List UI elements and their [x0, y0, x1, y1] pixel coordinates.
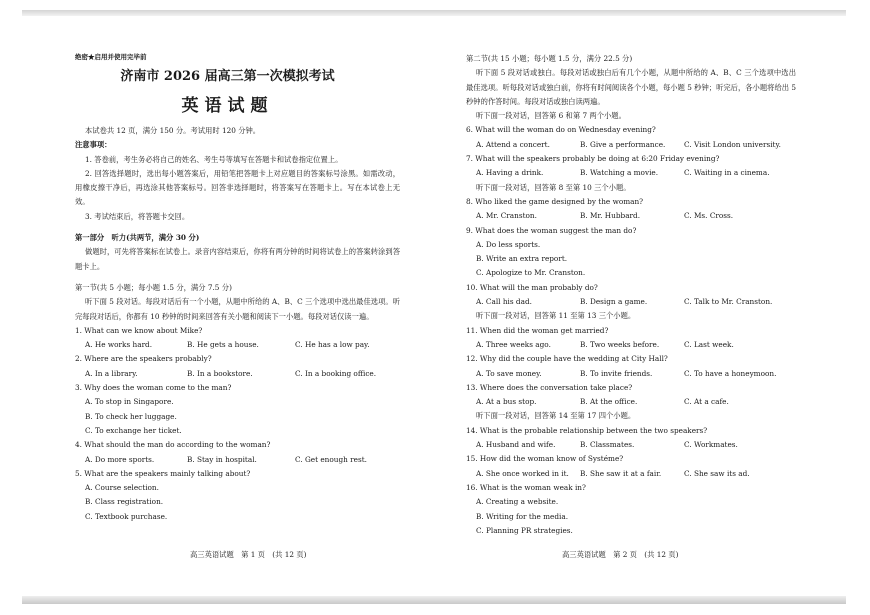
option-c: C. Apologize to Mr. Cranston. [476, 268, 586, 278]
exam-title: 济南市 2026 届高三第一次模拟考试 [120, 69, 335, 84]
scan-top-edge [22, 10, 846, 16]
notice-heading: 注意事项： [75, 140, 112, 150]
section1-instructions: 听下面 5 段对话。每段对话后有一个小题，从题中所给的 A、B、C 三个选项中选出最佳选项。听完每段对话后，你都有 10 秒钟的时间来回答有关小题和阅读下一小题。每段对话仅读一遍。 [75, 297, 400, 321]
option-b: B. Two weeks before. [580, 339, 660, 349]
question-15: 15. How did the woman know of Systéme? [466, 454, 624, 464]
option-a: A. In a library. [85, 368, 138, 378]
option-a: A. Attend a concert. [476, 139, 550, 149]
option-a: A. Mr. Cranston. [476, 211, 537, 221]
option-b: B. Design a game. [580, 297, 648, 307]
option-b: B. Mr. Hubbard. [580, 211, 641, 221]
notice-item-2: 2. 回答选择题时，选出每小题答案后，用铅笔把答题卡上对应题目的答案标号涂黑。如需改动，用橡皮擦干净后，再选涂其他答案标号。回答非选择题时，将答案写在答题卡上。写在本试卷上无效。 [75, 168, 400, 207]
option-c: C. She saw its ad. [684, 468, 750, 478]
notice-item-3: 3. 考试结束后，将答题卡交回。 [85, 211, 190, 221]
question-12-options [466, 367, 796, 381]
question-4: 4. What should the man do according to the woman? [75, 440, 271, 450]
question-2-options [75, 367, 400, 381]
option-c: C. Last week. [684, 339, 734, 349]
option-c: C. Get enough rest. [295, 454, 367, 464]
option-c: C. He has a low pay. [295, 340, 370, 350]
confidential-mark: 绝密★启用并使用完毕前 [75, 53, 147, 61]
question-1: 1. What can we know about Mike? [75, 325, 203, 335]
option-c: C. To have a honeymoon. [684, 368, 777, 378]
subject-title: 英语试题 [181, 96, 274, 116]
section2-heading: 第二节(共 15 小题；每小题 1.5 分，满分 22.5 分) [466, 54, 633, 63]
option-c: C. At a cafe. [684, 397, 729, 407]
scan-bottom-edge [22, 596, 846, 604]
option-c: C. Textbook purchase. [85, 511, 168, 521]
listening-note: 听下面一段对话，回答第 8 至第 10 三个小题。 [476, 182, 631, 192]
question-12: 12. Why did the couple have the wedding at City Hall? [466, 354, 668, 364]
question-11: 11. When did the woman get married? [466, 325, 609, 335]
question-10: 10. What will the man probably do? [466, 282, 598, 292]
section2-instructions: 听下面 5 段对话或独白。每段对话或独白后有几个小题，从题中所给的 A、B、C 三个选项中选出最佳选项。听每段对话或独白前，你将有时间阅读各个小题，每小题 5 秒钟；听完后，各小题将给出 5 秒钟的作答时间。每段对话或独白读两遍。 [466, 68, 797, 106]
question-7: 7. What will the speakers probably be doing at 6:20 Friday evening? [466, 154, 720, 164]
question-6-options [466, 138, 796, 152]
option-b: B. Watching a movie. [580, 168, 659, 178]
option-a: A. Do less sports. [476, 239, 541, 249]
option-b: B. She saw it at a fair. [580, 468, 662, 478]
question-13: 13. Where does the conversation take place? [466, 382, 633, 392]
question-8-options [466, 209, 796, 223]
option-c: C. Waiting in a cinema. [684, 168, 770, 178]
option-a: A. Creating a website. [476, 497, 559, 507]
question-14-options [466, 438, 796, 452]
part1-heading: 第一部分 听力(共两节，满分 30 分) [75, 233, 200, 243]
option-b: B. Classmates. [580, 440, 635, 450]
option-a: A. Course selection. [85, 483, 159, 493]
option-a: A. Do more sports. [85, 454, 155, 464]
question-16: 16. What is the woman weak in? [466, 482, 586, 492]
notice-item-1: 1. 答卷前，考生务必将自己的姓名、考生号等填写在答题卡和试卷指定位置上。 [85, 154, 343, 164]
option-b: B. Stay in hospital. [187, 454, 257, 464]
option-a: A. Call his dad. [476, 297, 532, 307]
option-c: C. Ms. Cross. [684, 211, 734, 221]
option-a: A. To save money. [476, 368, 542, 378]
option-b: B. To check her luggage. [85, 411, 177, 421]
option-a: A. Three weeks ago. [476, 339, 551, 349]
option-b: B. Writing for the media. [476, 511, 569, 521]
question-14: 14. What is the probable relationship between the two speakers? [466, 425, 708, 435]
part1-instructions: 做题时，可先将答案标在试卷上。录音内容结束后，你将有两分钟的时间将试卷上的答案转涂到答题卡上。 [75, 247, 400, 271]
option-a: A. To stop in Singapore. [85, 397, 174, 407]
question-5: 5. What are the speakers mainly talking about? [75, 468, 251, 478]
option-c: C. To exchange her ticket. [85, 425, 182, 435]
option-a: A. He works hard. [85, 340, 153, 350]
question-3: 3. Why does the woman come to the man? [75, 383, 232, 393]
option-b: B. Write an extra report. [476, 254, 568, 264]
option-a: A. Having a drink. [476, 168, 544, 178]
option-c: C. Visit London university. [684, 139, 781, 149]
option-c: C. Workmates. [684, 440, 738, 450]
listening-note: 听下面一段对话，回答第 11 至第 13 三个小题。 [476, 311, 636, 321]
option-b: B. To invite friends. [580, 368, 653, 378]
question-13-options [466, 395, 796, 409]
option-b: B. Give a performance. [580, 139, 666, 149]
option-c: C. In a booking office. [295, 368, 377, 378]
option-b: B. In a bookstore. [187, 368, 253, 378]
option-b: B. He gets a house. [187, 340, 259, 350]
option-a: A. At a bus stop. [476, 397, 537, 407]
option-a: A. She once worked in it. [476, 468, 569, 478]
section1-heading: 第一节(共 5 小题；每小题 1.5 分，满分 7.5 分) [75, 282, 232, 292]
page-1 [75, 52, 400, 524]
question-8: 8. Who liked the game designed by the woman? [466, 196, 644, 206]
page-2-footer: 高三英语试题 第 2 页 (共 12 页) [562, 550, 679, 559]
listening-note: 听下面一段对话，回答第 6 和第 7 两个小题。 [476, 111, 626, 121]
question-4-options [75, 453, 400, 467]
option-c: C. Planning PR strategies. [476, 525, 573, 535]
page-1-footer: 高三英语试题 第 1 页 (共 12 页) [190, 550, 307, 559]
question-6: 6. What will the woman do on Wednesday evening? [466, 125, 656, 135]
question-2: 2. Where are the speakers probably? [75, 354, 212, 364]
question-11-options [466, 338, 796, 352]
page-2 [466, 52, 796, 538]
option-b: B. At the office. [580, 397, 638, 407]
option-c: C. Talk to Mr. Cranston. [684, 297, 773, 307]
option-a: A. Husband and wife. [476, 440, 556, 450]
option-b: B. Class registration. [85, 497, 164, 507]
question-10-options [466, 295, 796, 309]
question-1-options [75, 338, 400, 352]
question-7-options [466, 166, 796, 180]
exam-intro: 本试卷共 12 页，满分 150 分。考试用时 120 分钟。 [85, 126, 261, 135]
question-9: 9. What does the woman suggest the man do? [466, 225, 637, 235]
question-15-options [466, 467, 796, 481]
listening-note: 听下面一段对话，回答第 14 至第 17 四个小题。 [476, 411, 636, 421]
